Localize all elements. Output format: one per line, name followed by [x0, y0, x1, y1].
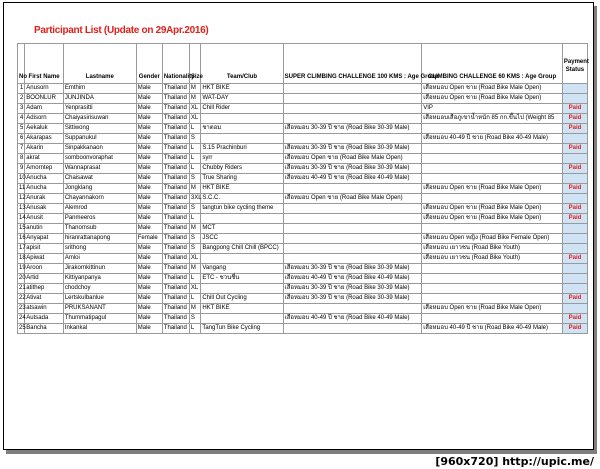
cell-climbing: [422, 164, 563, 174]
cell-no: 1: [18, 84, 25, 94]
table-body: [18, 84, 588, 334]
cell-super-climbing: เสือหมอบ 30-39 ปี ชาย (Road Bike 30-39 Male): [283, 284, 422, 294]
header-last-name: Lastname: [63, 44, 136, 84]
cell-gender: Male: [136, 304, 162, 314]
cell-payment-status: Paid: [562, 214, 587, 224]
cell-team: TangTun Bike Cycling: [201, 324, 283, 334]
cell-team: WAT-DAY: [201, 94, 283, 104]
cell-gender: Male: [136, 244, 162, 254]
cell-last-name: Jongklang: [63, 184, 136, 194]
cell-nationality: Thailand: [162, 194, 189, 204]
cell-size: M: [189, 184, 200, 194]
cell-last-name: Chaiyasirisuwan: [63, 114, 136, 124]
cell-super-climbing: [283, 234, 422, 244]
cell-climbing: เสือหมอบ Open ชาย (Road Bike Male Open): [422, 184, 563, 194]
cell-no: 25: [18, 324, 25, 334]
cell-size: L: [189, 154, 200, 164]
cell-gender: Male: [136, 134, 162, 144]
cell-super-climbing: [283, 114, 422, 124]
table-row: [18, 304, 588, 314]
cell-gender: Male: [136, 284, 162, 294]
cell-payment-status: [562, 94, 587, 104]
cell-size: L: [189, 144, 200, 154]
cell-last-name: Chayannakorn: [63, 194, 136, 204]
cell-nationality: Thailand: [162, 244, 189, 254]
table-row: [18, 204, 588, 214]
cell-first-name: Akarin: [25, 144, 64, 154]
cell-nationality: Thailand: [162, 104, 189, 114]
cell-nationality: Thailand: [162, 144, 189, 154]
cell-first-name: Adisorn: [25, 114, 64, 124]
cell-last-name: Chaisawat: [63, 174, 136, 184]
cell-no: 2: [18, 94, 25, 104]
cell-nationality: Thailand: [162, 214, 189, 224]
cell-size: S: [189, 234, 200, 244]
cell-super-climbing: เสือหมอบ 30-39 ปี ชาย (Road Bike 30-39 Male): [283, 124, 422, 134]
cell-team: MCT: [201, 224, 283, 234]
cell-first-name: Aroon: [25, 264, 64, 274]
cell-gender: Male: [136, 184, 162, 194]
cell-last-name: Wannaprasat: [63, 164, 136, 174]
cell-super-climbing: [283, 204, 422, 214]
cell-gender: Male: [136, 214, 162, 224]
table-row: [18, 324, 588, 334]
cell-nationality: Thailand: [162, 134, 189, 144]
cell-first-name: atithep: [25, 284, 64, 294]
cell-nationality: Thailand: [162, 314, 189, 324]
cell-team: tangtun bike cycling theme: [201, 204, 283, 214]
table-row: [18, 264, 588, 274]
cell-first-name: Aekaluk: [25, 124, 64, 134]
cell-no: 11: [18, 184, 25, 194]
cell-team: [201, 254, 283, 264]
cell-first-name: apisit: [25, 244, 64, 254]
cell-nationality: Thailand: [162, 184, 189, 194]
cell-climbing: [422, 124, 563, 134]
cell-climbing: เสือหมอบ Open ชาย (Road Bike Male Open): [422, 214, 563, 224]
cell-gender: Male: [136, 104, 162, 114]
cell-super-climbing: เสือหมอบ Open ชาย (Road Bike Male Open): [283, 194, 422, 204]
cell-super-climbing: [283, 224, 422, 234]
table-row: [18, 184, 588, 194]
cell-gender: Male: [136, 264, 162, 274]
cell-size: 3XL: [189, 194, 200, 204]
cell-super-climbing: [283, 94, 422, 104]
image-caption: [960x720] http://upic.me/: [435, 455, 594, 468]
cell-size: XL: [189, 114, 200, 124]
cell-no: 10: [18, 174, 25, 184]
cell-payment-status: [562, 174, 587, 184]
cell-first-name: Bancha: [25, 324, 64, 334]
cell-payment-status: Paid: [562, 184, 587, 194]
cell-first-name: Anusorn: [25, 84, 64, 94]
cell-first-name: akrat: [25, 154, 64, 164]
cell-team: S.C.C.: [201, 194, 283, 204]
cell-nationality: Thailand: [162, 174, 189, 184]
cell-first-name: Anusit: [25, 214, 64, 224]
cell-gender: Male: [136, 254, 162, 264]
cell-gender: Male: [136, 174, 162, 184]
cell-no: 5: [18, 124, 25, 134]
cell-first-name: Anusak: [25, 204, 64, 214]
cell-first-name: Akarapas: [25, 134, 64, 144]
cell-first-name: Anucha: [25, 184, 64, 194]
cell-climbing: [422, 154, 563, 164]
cell-size: M: [189, 84, 200, 94]
cell-last-name: chodchoy: [63, 284, 136, 294]
cell-no: 9: [18, 164, 25, 174]
cell-team: Chill Out Cycling: [201, 294, 283, 304]
cell-no: 3: [18, 104, 25, 114]
cell-team: HKT BIKE: [201, 84, 283, 94]
cell-gender: Male: [136, 84, 162, 94]
cell-payment-status: [562, 264, 587, 274]
cell-payment-status: [562, 304, 587, 314]
cell-payment-status: [562, 234, 587, 244]
header-super-climbing: SUPER CLIMBING CHALLENGE 100 KMS : Age Group: [283, 44, 422, 84]
header-climbing: CLIMBING CHALLENGE 60 KMS : Age Group: [422, 44, 563, 84]
cell-team: [201, 114, 283, 124]
cell-size: S: [189, 314, 200, 324]
cell-size: M: [189, 304, 200, 314]
cell-climbing: เสือหมอบ Open หญิง (Road Bike Female Open): [422, 234, 563, 244]
cell-nationality: Thailand: [162, 264, 189, 274]
cell-nationality: Thailand: [162, 324, 189, 334]
table-row: [18, 214, 588, 224]
cell-first-name: atsawin: [25, 304, 64, 314]
cell-climbing: [422, 224, 563, 234]
participant-table: [17, 43, 588, 334]
cell-last-name: Alemrod: [63, 204, 136, 214]
cell-gender: Male: [136, 194, 162, 204]
cell-team: HKT BIKE: [201, 184, 283, 194]
cell-payment-status: Paid: [562, 314, 587, 324]
cell-size: M: [189, 94, 200, 104]
cell-climbing: เสือหมอบ Open ชาย (Road Bike Male Open): [422, 304, 563, 314]
cell-payment-status: [562, 244, 587, 254]
cell-last-name: Panmeeros: [63, 214, 136, 224]
cell-no: 16: [18, 234, 25, 244]
cell-last-name: srithong: [63, 244, 136, 254]
cell-first-name: Adam: [25, 104, 64, 114]
cell-climbing: [422, 264, 563, 274]
cell-nationality: Thailand: [162, 204, 189, 214]
spreadsheet-frame: [3, 2, 594, 450]
cell-last-name: PRUKSANANT: [63, 304, 136, 314]
cell-no: 7: [18, 144, 25, 154]
cell-gender: Male: [136, 164, 162, 174]
cell-payment-status: Paid: [562, 104, 587, 114]
cell-size: L: [189, 124, 200, 134]
cell-nationality: Thailand: [162, 84, 189, 94]
cell-last-name: Lertskulbanlue: [63, 294, 136, 304]
cell-no: 6: [18, 134, 25, 144]
table-row: [18, 314, 588, 324]
cell-nationality: Thailand: [162, 304, 189, 314]
cell-no: 13: [18, 204, 25, 214]
cell-first-name: anutin: [25, 224, 64, 234]
cell-no: 14: [18, 214, 25, 224]
cell-no: 24: [18, 314, 25, 324]
table-row: [18, 124, 588, 134]
cell-super-climbing: เสือหมอบ 30-39 ปี ชาย (Road Bike 30-39 Male): [283, 294, 422, 304]
cell-first-name: BOONLUR: [25, 94, 64, 104]
cell-climbing: เสือหมอบ 40-49 ปี ชาย (Road Bike 40-49 Male): [422, 324, 563, 334]
cell-first-name: Ativat: [25, 294, 64, 304]
cell-climbing: [422, 284, 563, 294]
cell-nationality: Thailand: [162, 114, 189, 124]
cell-payment-status: Paid: [562, 164, 587, 174]
cell-payment-status: Paid: [562, 204, 587, 214]
cell-super-climbing: เสือหมอบ 40-49 ปี ชาย (Road Bike 40-49 Male): [283, 174, 422, 184]
cell-super-climbing: เสือหมอบ 30-39 ปี ชาย (Road Bike 30-39 Male): [283, 164, 422, 174]
header-size: Size: [189, 44, 200, 84]
cell-climbing: เสือหมอบ เยาวชน (Road Bike Youth): [422, 244, 563, 254]
cell-payment-status: Paid: [562, 254, 587, 264]
table-row: [18, 84, 588, 94]
cell-team: ETC - ชวนชื่น: [201, 274, 283, 284]
cell-gender: Male: [136, 144, 162, 154]
cell-climbing: [422, 314, 563, 324]
cell-last-name: somboonvoraphat: [63, 154, 136, 164]
cell-gender: Male: [136, 324, 162, 334]
cell-payment-status: [562, 224, 587, 234]
cell-no: 20: [18, 274, 25, 284]
cell-team: Chubby Riders: [201, 164, 283, 174]
table-row: [18, 294, 588, 304]
cell-climbing: [422, 144, 563, 154]
cell-climbing: เสือหมอบ 40-49 ปี ชาย (Road Bike 40-49 Male): [422, 134, 563, 144]
cell-last-name: Thanomsub: [63, 224, 136, 234]
cell-last-name: Yenprasitti: [63, 104, 136, 114]
table-row: [18, 104, 588, 114]
cell-last-name: Suppanukul: [63, 134, 136, 144]
cell-nationality: Thailand: [162, 274, 189, 284]
cell-super-climbing: เสือหมอบ 30-39 ปี ชาย (Road Bike 30-39 Male): [283, 264, 422, 274]
table-row: [18, 284, 588, 294]
cell-last-name: Amloi: [63, 254, 136, 264]
table-row: [18, 154, 588, 164]
cell-team: ชาตอม: [201, 124, 283, 134]
table-row: [18, 244, 588, 254]
table-row: [18, 164, 588, 174]
cell-super-climbing: [283, 84, 422, 94]
cell-size: L: [189, 214, 200, 224]
cell-payment-status: [562, 194, 587, 204]
header-nationality: Nationality: [162, 44, 189, 84]
cell-gender: Male: [136, 204, 162, 214]
cell-size: S: [189, 204, 200, 214]
cell-super-climbing: [283, 214, 422, 224]
cell-last-name: Emthim: [63, 84, 136, 94]
cell-nationality: Thailand: [162, 224, 189, 234]
cell-climbing: [422, 294, 563, 304]
cell-climbing: เสือหมอบ Open ชาย (Road Bike Male Open): [422, 84, 563, 94]
cell-gender: Male: [136, 314, 162, 324]
cell-team: HKT BIKE: [201, 304, 283, 314]
cell-nationality: Thailand: [162, 164, 189, 174]
cell-payment-status: [562, 134, 587, 144]
cell-climbing: [422, 174, 563, 184]
cell-super-climbing: [283, 244, 422, 254]
cell-last-name: JUNJINDA: [63, 94, 136, 104]
cell-gender: Male: [136, 114, 162, 124]
cell-size: M: [189, 264, 200, 274]
cell-no: 18: [18, 254, 25, 264]
cell-last-name: Sinpakkanaon: [63, 144, 136, 154]
cell-super-climbing: [283, 324, 422, 334]
cell-team: syrr: [201, 154, 283, 164]
cell-size: L: [189, 324, 200, 334]
cell-size: M: [189, 224, 200, 234]
cell-nationality: Thailand: [162, 294, 189, 304]
cell-first-name: Anyapat: [25, 234, 64, 244]
cell-last-name: Thummatipagul: [63, 314, 136, 324]
header-no: No: [18, 44, 25, 84]
cell-gender: Male: [136, 154, 162, 164]
cell-payment-status: [562, 154, 587, 164]
cell-size: S: [189, 174, 200, 184]
cell-super-climbing: เสือหมอบ Open ชาย (Road Bike Male Open): [283, 154, 422, 164]
cell-no: 22: [18, 294, 25, 304]
cell-nationality: Thailand: [162, 124, 189, 134]
cell-size: L: [189, 294, 200, 304]
cell-team: [201, 314, 283, 324]
cell-nationality: Thailand: [162, 94, 189, 104]
cell-last-name: Inkankal: [63, 324, 136, 334]
cell-payment-status: [562, 84, 587, 94]
cell-first-name: Amorntep: [25, 164, 64, 174]
cell-super-climbing: เสือหมอบ 30-39 ปี ชาย (Road Bike 30-39 Male): [283, 144, 422, 154]
cell-climbing: [422, 194, 563, 204]
cell-gender: Male: [136, 224, 162, 234]
cell-size: XL: [189, 104, 200, 114]
cell-gender: Male: [136, 94, 162, 104]
cell-payment-status: Paid: [562, 114, 587, 124]
table-row: [18, 254, 588, 264]
cell-climbing: [422, 274, 563, 284]
table-row: [18, 174, 588, 184]
cell-super-climbing: [283, 134, 422, 144]
cell-climbing: VIP: [422, 104, 563, 114]
cell-super-climbing: [283, 254, 422, 264]
cell-gender: Female: [136, 234, 162, 244]
cell-last-name: Sittiwong: [63, 124, 136, 134]
cell-no: 21: [18, 284, 25, 294]
cell-size: S: [189, 134, 200, 144]
cell-size: L: [189, 164, 200, 174]
cell-team: [201, 214, 283, 224]
cell-climbing: เสือหมอบ Open ชาย (Road Bike Male Open): [422, 204, 563, 214]
cell-payment-status: [562, 274, 587, 284]
cell-last-name: Kittiyanpanya: [63, 274, 136, 284]
cell-size: XL: [189, 254, 200, 264]
cell-super-climbing: เสือหมอบ 40-49 ปี ชาย (Road Bike 40-49 Male): [283, 274, 422, 284]
cell-nationality: Thailand: [162, 154, 189, 164]
cell-last-name: Jirakornkittinun: [63, 264, 136, 274]
cell-team: [201, 284, 283, 294]
cell-payment-status: [562, 284, 587, 294]
cell-climbing: เสือหมอบ Open ชาย (Road Bike Male Open): [422, 94, 563, 104]
cell-first-name: Autsada: [25, 314, 64, 324]
table-row: [18, 144, 588, 154]
table-header-row: [18, 44, 588, 84]
cell-super-climbing: [283, 184, 422, 194]
cell-nationality: Thailand: [162, 254, 189, 264]
header-team: Team/Club: [201, 44, 283, 84]
cell-no: 8: [18, 154, 25, 164]
table-row: [18, 94, 588, 104]
cell-payment-status: Paid: [562, 124, 587, 134]
cell-team: True Sharing: [201, 174, 283, 184]
cell-team: Bangpong Chill Chill (BPCC): [201, 244, 283, 254]
table-row: [18, 114, 588, 124]
cell-payment-status: Paid: [562, 324, 587, 334]
header-gender: Gender: [136, 44, 162, 84]
table-row: [18, 234, 588, 244]
table-row: [18, 274, 588, 284]
cell-size: S: [189, 244, 200, 254]
header-payment-status: Payment Status: [562, 44, 587, 84]
cell-super-climbing: [283, 304, 422, 314]
cell-first-name: Anucha: [25, 174, 64, 184]
cell-no: 12: [18, 194, 25, 204]
cell-first-name: Artid: [25, 274, 64, 284]
cell-nationality: Thailand: [162, 284, 189, 294]
cell-climbing: เสือหมอบเสือภูเขาน้ำหนัก 85 กก.ขึ้นไป (Weight 85: [422, 114, 563, 124]
table-row: [18, 224, 588, 234]
table-row: [18, 194, 588, 204]
cell-last-name: hiranrattanapong: [63, 234, 136, 244]
cell-super-climbing: [283, 104, 422, 114]
cell-no: 23: [18, 304, 25, 314]
sheet-title: Participant List (Update on 29Apr.2016): [34, 25, 209, 36]
table-row: [18, 134, 588, 144]
cell-payment-status: Paid: [562, 294, 587, 304]
cell-gender: Male: [136, 294, 162, 304]
cell-team: S.15 Prachinburi: [201, 144, 283, 154]
cell-size: XL: [189, 284, 200, 294]
cell-team: [201, 134, 283, 144]
cell-size: L: [189, 274, 200, 284]
cell-team: JSCC: [201, 234, 283, 244]
cell-payment-status: Paid: [562, 144, 587, 154]
header-first-name: First Name: [25, 44, 64, 84]
cell-first-name: Anurak: [25, 194, 64, 204]
cell-no: 17: [18, 244, 25, 254]
cell-nationality: Thailand: [162, 234, 189, 244]
cell-gender: Male: [136, 124, 162, 134]
cell-no: 4: [18, 114, 25, 124]
cell-team: Vangang: [201, 264, 283, 274]
cell-climbing: เสือหมอบ เยาวชน (Road Bike Youth): [422, 254, 563, 264]
cell-no: 19: [18, 264, 25, 274]
cell-super-climbing: เสือหมอบ 40-49 ปี ชาย (Road Bike 40-49 Male): [283, 314, 422, 324]
cell-team: Chill Rider: [201, 104, 283, 114]
cell-gender: Male: [136, 274, 162, 284]
cell-first-name: Apiwat: [25, 254, 64, 264]
cell-no: 15: [18, 224, 25, 234]
